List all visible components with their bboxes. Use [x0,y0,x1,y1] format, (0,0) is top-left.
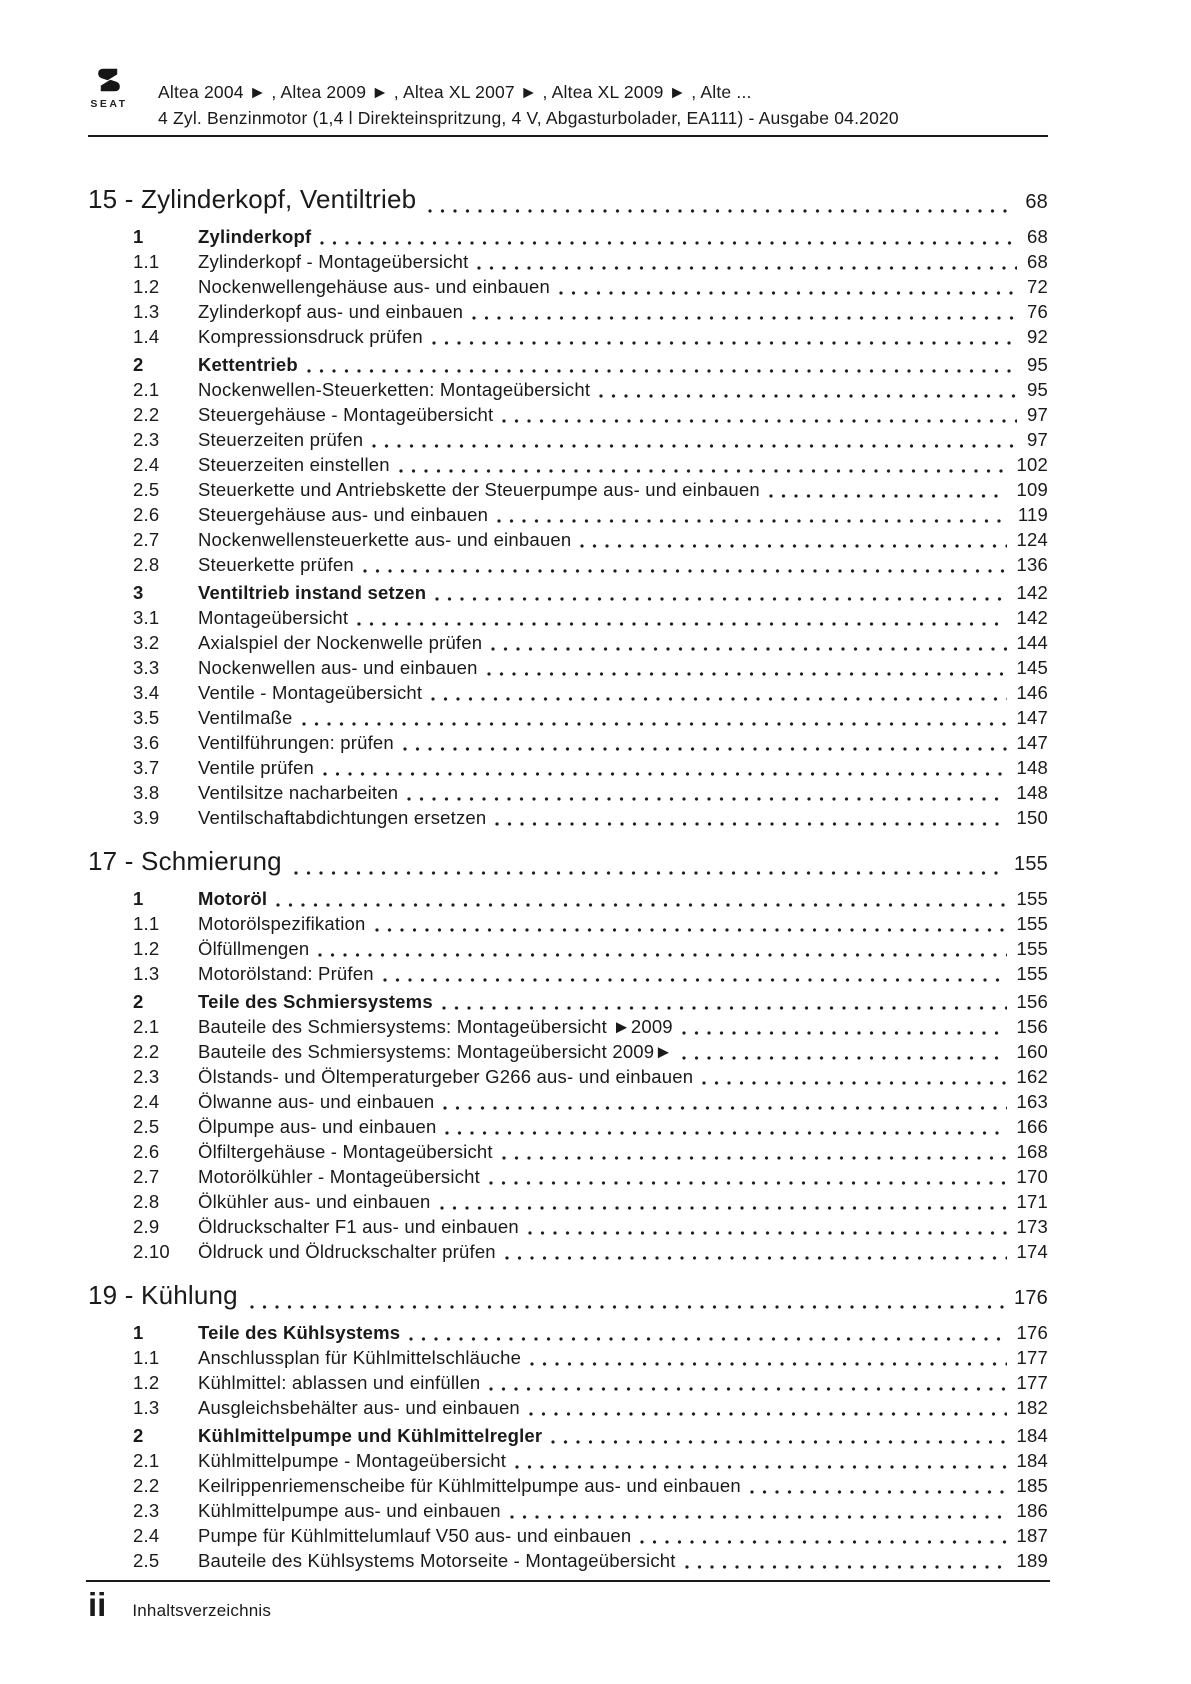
toc-entry-number: 2.2 [133,1475,160,1496]
dot-leader [307,369,1017,373]
toc-entry-page-number: 147 [1016,732,1048,753]
toc-entry-title: Ventilschaftabdichtungen ersetzen [198,807,487,828]
toc-chapter-heading [88,183,1048,219]
toc-entry-number: 2.6 [133,504,160,525]
dot-leader [440,1206,1007,1210]
footer-divider [86,1580,1050,1582]
toc-entry [88,936,1048,961]
toc-chapter-page-number: 176 [1014,1287,1048,1309]
dot-leader [357,622,1006,626]
toc-entry [88,989,1048,1014]
toc-entry [88,552,1048,577]
toc-entry [88,1473,1048,1498]
dot-leader [409,1337,1006,1341]
toc-entry-page-number: 150 [1016,807,1048,828]
toc-entry-title: Steuerkette prüfen [198,554,354,575]
toc-entry-number: 2.4 [133,1091,160,1112]
toc-entry-number: 2.3 [133,1500,160,1521]
toc-entry-page-number: 170 [1016,1166,1048,1187]
toc-entry [88,1423,1048,1448]
dot-leader [510,1515,1007,1519]
toc-entry [88,324,1048,349]
dot-leader [580,544,1006,548]
dot-leader [682,1056,1007,1060]
toc-entry-page-number: 173 [1016,1216,1048,1237]
toc-entry-number: 2 [133,991,144,1012]
toc-entry-title: Ölfiltergehäuse - Montageübersicht [198,1141,493,1162]
toc-entry-page-number: 156 [1016,1016,1048,1037]
toc-entry-title: Zylinderkopf aus- und einbauen [198,301,464,322]
toc-entry [88,299,1048,324]
toc-entry-title: Ventilmaße [198,707,293,728]
toc-entry-number: 1 [133,888,144,909]
toc-entry-title: Kühlmittelpumpe aus- und einbauen [198,1500,501,1521]
toc-entry-number: 2.9 [133,1216,160,1237]
toc-entry-number: 1 [133,1322,144,1343]
toc-chapter-title: 19 - Kühlung [88,1280,238,1310]
toc-entry [88,655,1048,680]
dot-leader [294,871,1004,875]
toc-entry [88,249,1048,274]
toc-entry-title: Öldruck und Öldruckschalter prüfen [198,1241,496,1262]
toc-entry-page-number: 142 [1016,607,1048,628]
toc-entry-page-number: 189 [1016,1550,1048,1571]
dot-leader [431,697,1006,701]
toc-entry-number: 2.7 [133,1166,160,1187]
toc-entry [88,1498,1048,1523]
dot-leader [403,747,1007,751]
toc-entry [88,502,1048,527]
dot-leader [432,341,1017,345]
toc-entry-title: Steuerzeiten prüfen [198,429,364,450]
toc-entry-page-number: 102 [1016,454,1048,475]
toc-entry-page-number: 187 [1016,1525,1048,1546]
toc-entry [88,911,1048,936]
dot-leader [502,419,1017,423]
toc-chapter-page-number: 155 [1014,853,1048,875]
toc-entry [88,680,1048,705]
toc-entry-title: Kühlmittelpumpe und Kühlmittelregler [198,1425,543,1446]
toc-entry-title: Kompressionsdruck prüfen [198,326,423,347]
toc-entry [88,1014,1048,1039]
toc-entry-number: 3.8 [133,782,160,803]
toc-entry-number: 1.1 [133,1347,160,1368]
toc-entry [88,730,1048,755]
toc-entry-page-number: 185 [1016,1475,1048,1496]
toc-entry-page-number: 147 [1016,707,1048,728]
toc-entry [88,1214,1048,1239]
toc-entry [88,1523,1048,1548]
toc-entry [88,1448,1048,1473]
dot-leader [435,597,1006,601]
toc-entry-page-number: 176 [1016,1322,1048,1343]
dot-leader [477,266,1017,270]
toc-entry-page-number: 148 [1016,782,1048,803]
dot-leader [472,316,1017,320]
toc-entry-number: 3 [133,582,144,603]
toc-entry-number: 2.3 [133,429,160,450]
header-models-line: Altea 2004 ► , Altea 2009 ► , Altea XL 2007 ► , Altea XL 2009 ► , Alte ... [158,82,752,102]
toc-entry-title: Ventile prüfen [198,757,314,778]
toc-entry-title: Bauteile des Schmiersystems: Montageübersicht 2009► [198,1041,673,1062]
toc-entry [88,1064,1048,1089]
toc-chapter [88,845,1048,1264]
toc-entry-page-number: 76 [1027,301,1048,322]
toc-entry-title: Pumpe für Kühlmittelumlauf V50 aus- und einbauen [198,1525,632,1546]
toc-entry-page-number: 148 [1016,757,1048,778]
dot-leader [302,722,1007,726]
dot-leader [529,1412,1007,1416]
dot-leader [685,1565,1007,1569]
dot-leader [372,444,1017,448]
seat-s-icon [96,64,122,96]
toc-entry-title: Kühlmittelpumpe - Montageübersicht [198,1450,507,1471]
toc-entry-title: Montageübersicht [198,607,349,628]
header-divider [88,135,1048,137]
toc-entry [88,961,1048,986]
dot-leader [491,647,1006,651]
toc-entry-number: 2.1 [133,1016,160,1037]
dot-leader [320,241,1017,245]
toc-entry-title: Keilrippenriemenscheibe für Kühlmittelpumpe aus- und einbauen [198,1475,741,1496]
toc-entry-page-number: 182 [1016,1397,1048,1418]
toc-entry-page-number: 171 [1016,1191,1048,1212]
toc-entry-page-number: 145 [1016,657,1048,678]
toc-entry-number: 1.3 [133,301,160,322]
table-of-contents [88,183,1048,1573]
footer [88,1588,271,1623]
toc-entry-title: Ausgleichsbehälter aus- und einbauen [198,1397,520,1418]
toc-entry-title: Motorölstand: Prüfen [198,963,374,984]
toc-entry-number: 2.6 [133,1141,160,1162]
toc-entry-title: Motorölspezifikation [198,913,366,934]
toc-entry-page-number: 177 [1016,1372,1048,1393]
toc-entry-page-number: 142 [1016,582,1048,603]
toc-entry-number: 2.8 [133,1191,160,1212]
footer-section-label: Inhaltsverzeichnis [132,1601,272,1620]
toc-entry-title: Ölkühler aus- und einbauen [198,1191,431,1212]
toc-entry-number: 2.5 [133,479,160,500]
toc-entry-page-number: 68 [1027,251,1048,272]
seat-logo-text: SEAT [90,98,128,110]
toc-entry-number: 2.4 [133,1525,160,1546]
toc-entry-number: 1.2 [133,938,160,959]
toc-chapter-entries [88,224,1048,830]
dot-leader [489,1387,1006,1391]
toc-entry [88,605,1048,630]
toc-entry [88,1548,1048,1573]
toc-entry-page-number: 97 [1027,429,1048,450]
dot-leader [375,928,1007,932]
toc-entry [88,1089,1048,1114]
header-engine-line: 4 Zyl. Benzinmotor (1,4 l Direkteinspritzung, 4 V, Abgasturbolader, EA111) - Ausgabe 04.2020 [158,107,899,128]
toc-entry-page-number: 162 [1016,1066,1048,1087]
toc-chapter-title: 17 - Schmierung [88,846,282,876]
dot-leader [323,772,1007,776]
toc-entry-number: 2.4 [133,454,160,475]
toc-entry-number: 3.5 [133,707,160,728]
dot-leader [442,1006,1007,1010]
toc-entry-number: 2.3 [133,1066,160,1087]
toc-entry-number: 3.7 [133,757,160,778]
dot-leader [276,903,1006,907]
header-title-block [158,80,899,131]
toc-entry-title: Ölfüllmengen [198,938,310,959]
toc-entry-number: 2 [133,354,144,375]
toc-entry-number: 1 [133,226,144,247]
dot-leader [407,797,1006,801]
dot-leader [702,1081,1006,1085]
toc-entry [88,274,1048,299]
toc-entry-title: Nockenwellen-Steuerketten: Montageübersicht [198,379,591,400]
dot-leader [497,519,1008,523]
toc-entry [88,886,1048,911]
toc-entry [88,1139,1048,1164]
dot-leader [528,1231,1007,1235]
toc-entry-number: 2.1 [133,379,160,400]
toc-entry-number: 3.1 [133,607,160,628]
dot-leader [750,1490,1007,1494]
toc-entry-page-number: 119 [1017,504,1048,525]
toc-entry-title: Kühlmittel: ablassen und einfüllen [198,1372,481,1393]
dot-leader [489,1181,1007,1185]
dot-leader [599,394,1017,398]
toc-entry-title: Zylinderkopf [198,226,312,247]
toc-entry [88,224,1048,249]
toc-entry-number: 2.10 [133,1241,170,1262]
toc-entry-page-number: 146 [1016,682,1048,703]
toc-entry-number: 1.3 [133,963,160,984]
toc-entry-number: 2.2 [133,1041,160,1062]
toc-entry-page-number: 155 [1016,963,1048,984]
toc-entry [88,1345,1048,1370]
toc-entry-title: Ventilführungen: prüfen [198,732,394,753]
toc-entry [88,630,1048,655]
dot-leader [502,1156,1007,1160]
toc-entry-page-number: 160 [1016,1041,1048,1062]
toc-entry-page-number: 124 [1016,529,1048,550]
toc-entry-number: 3.3 [133,657,160,678]
toc-entry-number: 2.2 [133,404,160,425]
toc-entry-page-number: 68 [1027,226,1048,247]
toc-entry [88,527,1048,552]
toc-entry [88,477,1048,502]
toc-entry-number: 2 [133,1425,144,1446]
dot-leader [445,1131,1006,1135]
toc-entry-title: Ölstands- und Öltemperaturgeber G266 aus- und einbauen [198,1066,694,1087]
toc-entry-page-number: 184 [1016,1425,1048,1446]
toc-entry [88,452,1048,477]
toc-entry-title: Ölwanne aus- und einbauen [198,1091,435,1112]
toc-entry-number: 1.1 [133,913,160,934]
dot-leader [769,494,1007,498]
toc-entry-page-number: 166 [1016,1116,1048,1137]
toc-entry-number: 2.5 [133,1550,160,1571]
toc-entry-number: 2.5 [133,1116,160,1137]
toc-entry [88,1039,1048,1064]
toc-entry-page-number: 168 [1016,1141,1048,1162]
toc-entry [88,402,1048,427]
toc-entry-number: 3.9 [133,807,160,828]
toc-entry-page-number: 177 [1016,1347,1048,1368]
toc-entry-title: Motorölkühler - Montageübersicht [198,1166,480,1187]
toc-entry-title: Ventiltrieb instand setzen [198,582,427,603]
toc-entry-page-number: 144 [1016,632,1048,653]
dot-leader [318,953,1006,957]
toc-entry-number: 1.3 [133,1397,160,1418]
toc-entry-page-number: 92 [1027,326,1048,347]
toc-entry-number: 3.6 [133,732,160,753]
toc-entry-page-number: 155 [1016,938,1048,959]
toc-entry-page-number: 136 [1016,554,1048,575]
toc-entry [88,780,1048,805]
toc-entry-number: 1.4 [133,326,160,347]
toc-entry-page-number: 95 [1027,379,1048,400]
toc-entry-title: Steuerzeiten einstellen [198,454,390,475]
toc-entry [88,1114,1048,1139]
toc-chapter-title: 15 - Zylinderkopf, Ventiltrieb [88,184,417,214]
toc-entry [88,755,1048,780]
toc-entry-page-number: 97 [1027,404,1048,425]
toc-entry-page-number: 155 [1016,913,1048,934]
toc-entry [88,352,1048,377]
toc-entry-page-number: 184 [1016,1450,1048,1471]
toc-entry [88,1320,1048,1345]
dot-leader [530,1362,1006,1366]
toc-entry-number: 1.2 [133,276,160,297]
toc-entry-title: Ölpumpe aus- und einbauen [198,1116,437,1137]
toc-entry [88,705,1048,730]
toc-entry [88,377,1048,402]
toc-entry-title: Bauteile des Kühlsystems Motorseite - Montageübersicht [198,1550,676,1571]
toc-entry-number: 2.1 [133,1450,160,1471]
dot-leader [495,822,1006,826]
seat-logo [86,64,132,110]
toc-entry-title: Teile des Kühlsystems [198,1322,401,1343]
toc-chapter-heading [88,1279,1048,1315]
footer-page-number: ii [88,1586,107,1623]
toc-entry-title: Axialspiel der Nockenwelle prüfen [198,632,483,653]
toc-entry-number: 1.2 [133,1372,160,1393]
toc-entry-title: Kettentrieb [198,354,298,375]
toc-entry-page-number: 72 [1027,276,1048,297]
toc-entry-page-number: 163 [1016,1091,1048,1112]
toc-entry-title: Steuergehäuse aus- und einbauen [198,504,489,525]
toc-entry-title: Bauteile des Schmiersystems: Montageübersicht ►2009 [198,1016,673,1037]
toc-entry-page-number: 156 [1016,991,1048,1012]
dot-leader [682,1031,1007,1035]
toc-entry-page-number: 155 [1016,888,1048,909]
dot-leader [559,291,1017,295]
toc-entry-page-number: 109 [1016,479,1048,500]
dot-leader [505,1256,1007,1260]
dot-leader [640,1540,1006,1544]
toc-chapter-heading [88,845,1048,881]
toc-entry-title: Ventile - Montageübersicht [198,682,423,703]
toc-entry-page-number: 95 [1027,354,1048,375]
toc-entry-title: Nockenwellensteuerkette aus- und einbauen [198,529,572,550]
dot-leader [551,1440,1006,1444]
dot-leader [383,978,1007,982]
toc-entry-title: Öldruckschalter F1 aus- und einbauen [198,1216,519,1237]
toc-chapter-entries [88,886,1048,1264]
dot-leader [250,1305,1004,1309]
dot-leader [428,209,1015,213]
dot-leader [515,1465,1006,1469]
toc-chapter [88,183,1048,830]
dot-leader [443,1106,1006,1110]
toc-entry-title: Nockenwellen aus- und einbauen [198,657,478,678]
toc-entry [88,1370,1048,1395]
toc-entry-title: Teile des Schmiersystems [198,991,433,1012]
toc-entry [88,1189,1048,1214]
toc-entry-number: 2.7 [133,529,160,550]
toc-entry-title: Anschlussplan für Kühlmittelschläuche [198,1347,522,1368]
toc-entry-page-number: 174 [1016,1241,1048,1262]
toc-entry-number: 3.4 [133,682,160,703]
toc-entry-number: 2.8 [133,554,160,575]
toc-entry [88,1164,1048,1189]
toc-entry-title: Nockenwellengehäuse aus- und einbauen [198,276,550,297]
toc-entry-page-number: 186 [1016,1500,1048,1521]
toc-entry-title: Motoröl [198,888,268,909]
toc-entry-title: Zylinderkopf - Montageübersicht [198,251,469,272]
toc-entry [88,805,1048,830]
toc-entry-number: 3.2 [133,632,160,653]
toc-entry [88,427,1048,452]
toc-chapter-page-number: 68 [1025,191,1048,213]
toc-entry-number: 1.1 [133,251,160,272]
toc-entry [88,1239,1048,1264]
toc-entry-title: Ventilsitze nacharbeiten [198,782,399,803]
dot-leader [399,469,1007,473]
toc-chapter-entries [88,1320,1048,1573]
dot-leader [363,569,1007,573]
dot-leader [487,672,1007,676]
toc-entry [88,580,1048,605]
toc-entry-title: Steuerkette und Antriebskette der Steuerpumpe aus- und einbauen [198,479,760,500]
toc-entry [88,1395,1048,1420]
toc-chapter [88,1279,1048,1573]
toc-entry-title: Steuergehäuse - Montageübersicht [198,404,494,425]
